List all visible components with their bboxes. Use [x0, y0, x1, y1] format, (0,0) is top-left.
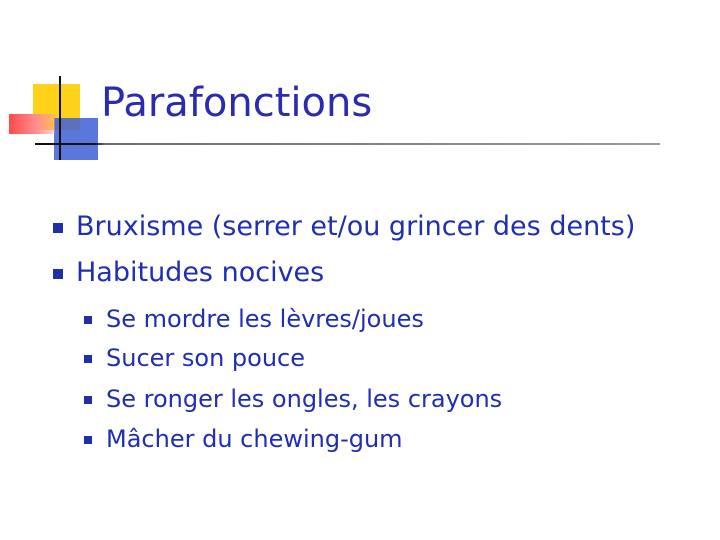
title-underline	[35, 143, 660, 145]
slide-title: Parafonctions	[101, 80, 373, 126]
square-bullet-icon	[84, 316, 92, 324]
square-bullet-icon	[53, 269, 63, 279]
bullet-item	[76, 255, 324, 291]
logo-vertical-line	[59, 76, 61, 160]
bullet-text: Se mordre les lèvres/joues	[106, 305, 424, 333]
bullet-text: Mâcher du chewing-gum	[106, 425, 403, 453]
sub-bullet-item	[106, 342, 305, 374]
logo-red-bar	[9, 114, 55, 134]
sub-bullet-item	[106, 383, 502, 415]
square-bullet-icon	[53, 223, 63, 233]
sub-bullet-item	[106, 423, 403, 455]
bullet-text: Se ronger les ongles, les crayons	[106, 385, 503, 413]
square-bullet-icon	[84, 436, 92, 444]
square-bullet-icon	[84, 396, 92, 404]
square-bullet-icon	[84, 355, 92, 363]
bullet-text: Habitudes nocives	[76, 257, 325, 288]
bullet-text: Sucer son pouce	[106, 344, 306, 372]
sub-bullet-item	[106, 303, 424, 335]
bullet-item	[76, 209, 635, 245]
bullet-text: Bruxisme (serrer et/ou grincer des dents)	[76, 211, 636, 242]
